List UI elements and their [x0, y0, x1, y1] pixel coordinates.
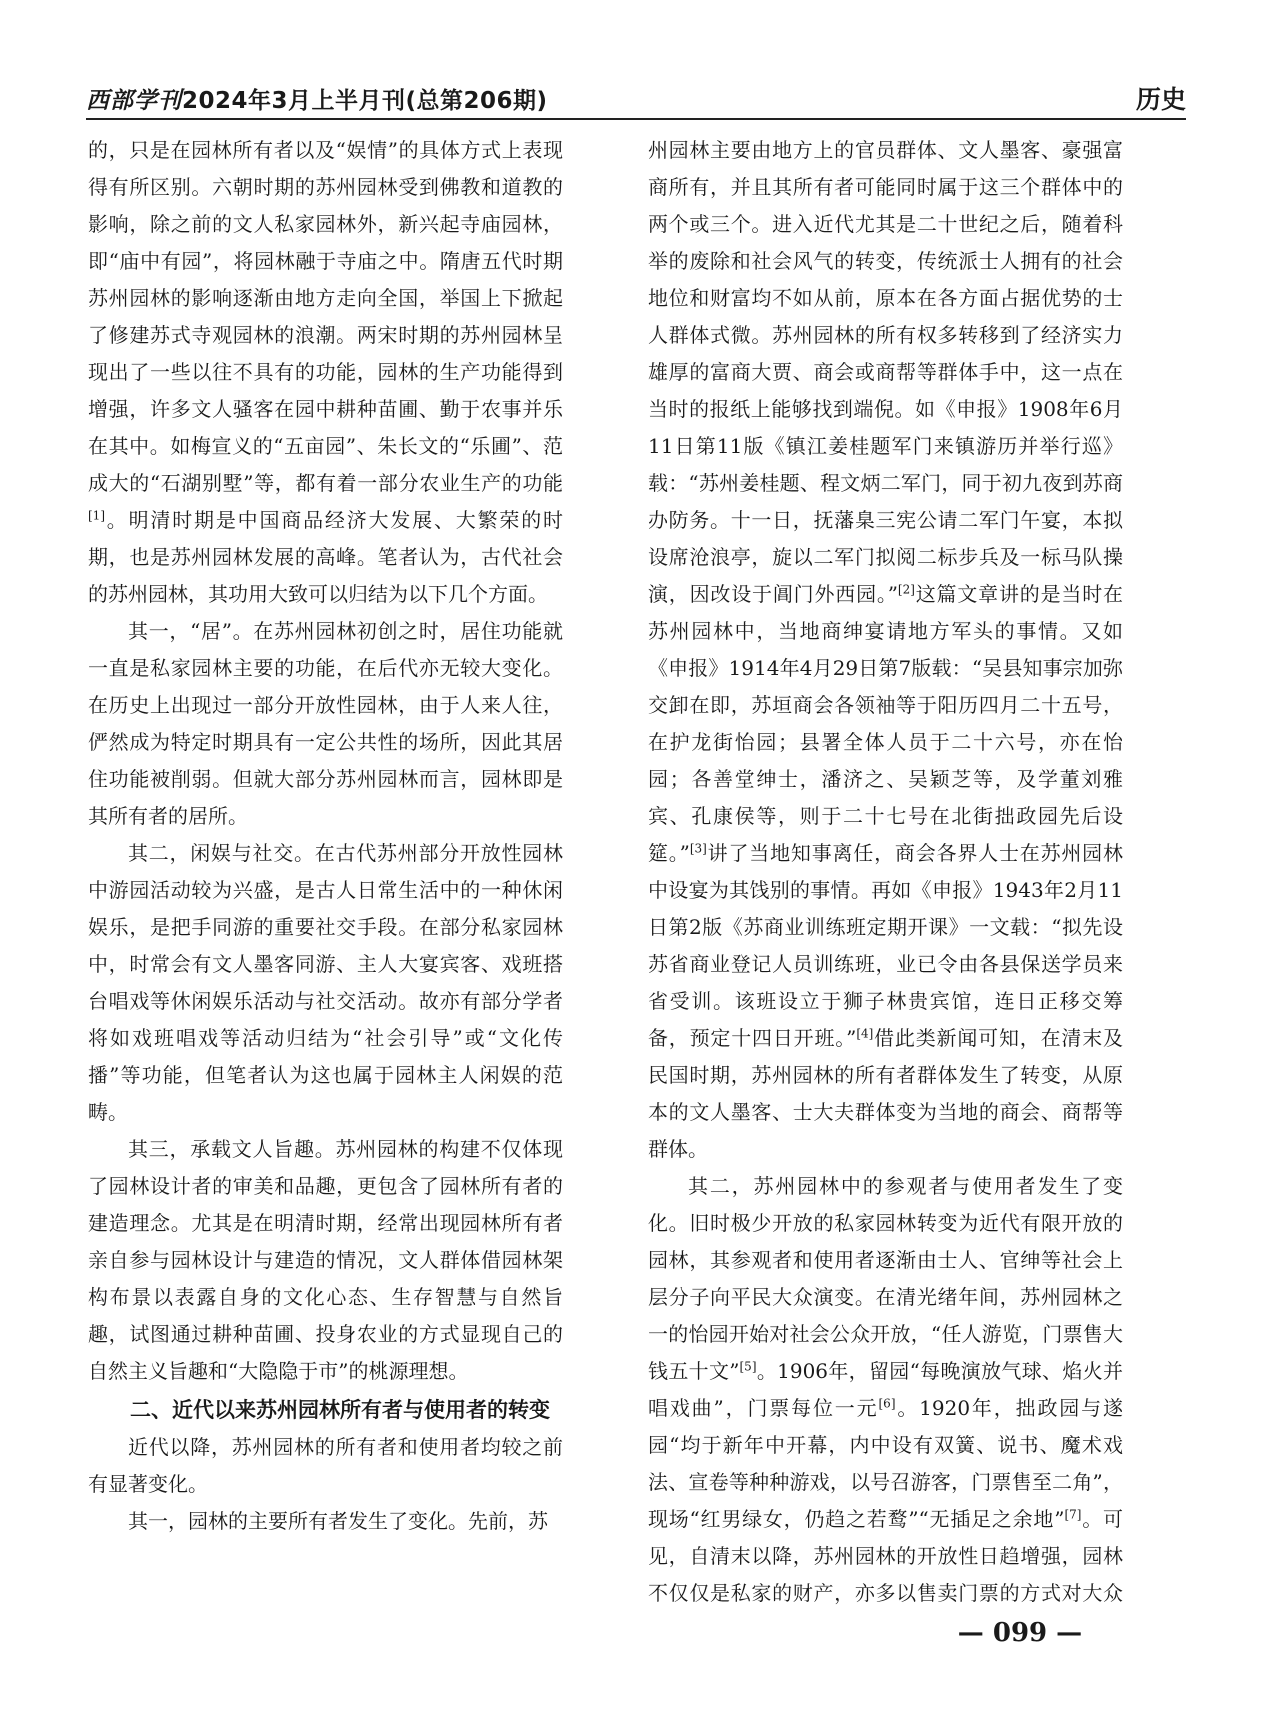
paragraph: 其一，园林的主要所有者发生了变化。先前，苏 — [128, 1509, 548, 1533]
citation-ref: [5] — [739, 1359, 757, 1374]
section-heading: 二、近代以来苏州园林所有者与使用者的转变 — [130, 1398, 550, 1422]
page-header — [86, 78, 1186, 122]
right-column — [648, 132, 1123, 1612]
citation-ref: [3] — [689, 841, 707, 856]
journal-logo: 西部学刊 — [86, 87, 182, 114]
paragraph: 其三，承载文人旨趣。苏州园林的构建不仅体现了园林设计者的审美和品趣，更包含了园林所有者的建造理念。尤其是在明清时期，经常出现园林所有者亲自参与园林设计与建造的情况，文人群体借园林架构布景以表露自身的文化心态、生存智慧与自然旨趣，试图通过耕种苗圃、投身农业的方式显现自己的自然主义旨趣和“大隐隐于市”的桃源理想。 — [88, 1137, 563, 1383]
section-label: 历史 — [1135, 85, 1186, 114]
paragraph: 近代以降，苏州园林的所有者和使用者均较之前有显著变化。 — [88, 1435, 563, 1496]
journal-issue: 2024年3月上半月刊(总第206期) — [182, 88, 548, 114]
page-number: — 099 — — [957, 1618, 1083, 1648]
paragraph: 其二，闲娱与社交。在古代苏州部分开放性园林中游园活动较为兴盛，是古人日常生活中的一种休闲娱乐，是把手同游的重要社交手段。在部分私家园林中，时常会有文人墨客同游、主人大宴宾客、戏班搭台唱戏等休闲娱乐活动与社交活动。故亦有部分学者将如戏班唱戏等活动归结为“社会引导”或“文化传播”等功能，但笔者认为这也属于园林主人闲娱的范畴。 — [88, 841, 563, 1124]
journal-title — [86, 82, 548, 115]
citation-ref: [1] — [88, 508, 105, 523]
paragraph: 的，只是在园林所有者以及“娱情”的具体方式上表现得有所区别。六朝时期的苏州园林受到佛教和道教的影响，除之前的文人私家园林外，新兴起寺庙园林，即“庙中有园”，将园林融于寺庙之中。隋唐五代时期苏州园林的影响逐渐由地方走向全国，举国上下掀起了修建苏式寺观园林的浪潮。两宋时期的苏州园林呈现出了一些以往不具有的功能，园林的生产功能得到增强，许多文人骚客在园中耕种苗圃、勤于农事并乐在其中。如梅宣义的“五亩园”、朱长文的“乐圃”、范成大的“石湖别墅”等，都有着一部分农业生产的功能[1]。明清时期是中国商品经济大发展、大繁荣的时期，也是苏州园林发展的高峰。笔者认为，古代社会的苏州园林，其功用大致可以归结为以下几个方面。 — [88, 138, 563, 606]
citation-ref: [6] — [878, 1396, 896, 1411]
citation-ref: [4] — [856, 1026, 874, 1041]
paragraph: 其二，苏州园林中的参观者与使用者发生了变化。旧时极少开放的私家园林转变为近代有限开放的园林，其参观者和使用者逐渐由士人、官绅等社会上层分子向平民大众演变。在清光绪年间，苏州园林之一的怡园开始对社会公众开放，“任人游览，门票售大钱五十文”[5]。1906年，留园“每晚演放气球、焰火并唱戏曲”，门票每位一元[6]。1920年，拙政园与遂园“均于新年中开幕，内中设有双簧、说书、魔术戏法、宣卷等种种游戏，以号召游客，门票售至二角”，现场“红男绿女，仍趋之若鹜”“无插足之余地”[7]。可见，自清末以降，苏州园林的开放性日趋增强，园林不仅仅是私家的财产，亦多以售卖门票的方式对大众 — [648, 1174, 1123, 1605]
header-rule — [86, 118, 1186, 120]
citation-ref: [7] — [1064, 1507, 1082, 1522]
citation-ref: [2] — [897, 582, 915, 597]
left-column — [88, 132, 563, 1672]
paragraph: 其一，“居”。在苏州园林初创之时，居住功能就一直是私家园林主要的功能，在后代亦无较大变化。在历史上出现过一部分开放性园林，由于人来人往，俨然成为特定时期具有一定公共性的场所，因此其居住功能被削弱。但就大部分苏州园林而言，园林即是其所有者的居所。 — [88, 619, 563, 828]
paragraph: 州园林主要由地方上的官员群体、文人墨客、豪强富商所有，并且其所有者可能同时属于这三个群体中的两个或三个。进入近代尤其是二十世纪之后，随着科举的废除和社会风气的转变，传统派士人拥有的社会地位和财富均不如从前，原本在各方面占据优势的士人群体式微。苏州园林的所有权多转移到了经济实力雄厚的富商大贾、商会或商帮等群体手中，这一点在当时的报纸上能够找到端倪。如《申报》1908年6月11日第11版《镇江姜桂题军门来镇游历并举行巡》载：“苏州姜桂题、程文炳二军门，同于初九夜到苏商办防务。十一日，抚藩臬三宪公请二军门午宴，本拟设席沧浪亭，旋以二军门拟阅二标步兵及一标马队操演，因改设于阊门外西园。”[2]这篇文章讲的是当时在苏州园林中，当地商绅宴请地方军头的事情。又如《申报》1914年4月29日第7版载：“吴县知事宗加弥交卸在即，苏垣商会各领袖等于阳历四月二十五号，在护龙街怡园；县署全体人员于二十六号，亦在怡园；各善堂绅士，潘济之、吴颖芝等，及学董刘雅宾、孔康侯等，则于二十七号在北街拙政园先后设筵。”[3]讲了当地知事离任，商会各界人士在苏州园林中设宴为其饯别的事情。再如《申报》1943年2月11日第2版《苏商业训练班定期开课》一文载：“拟先设苏省商业登记人员训练班，业已令由各县保送学员来省受训。该班设立于狮子林贵宾馆，连日正移交筹备，预定十四日开班。”[4]借此类新闻可知，在清末及民国时期，苏州园林的所有者群体发生了转变，从原本的文人墨客、士大夫群体变为当地的商会、商帮等群体。 — [648, 138, 1123, 1161]
